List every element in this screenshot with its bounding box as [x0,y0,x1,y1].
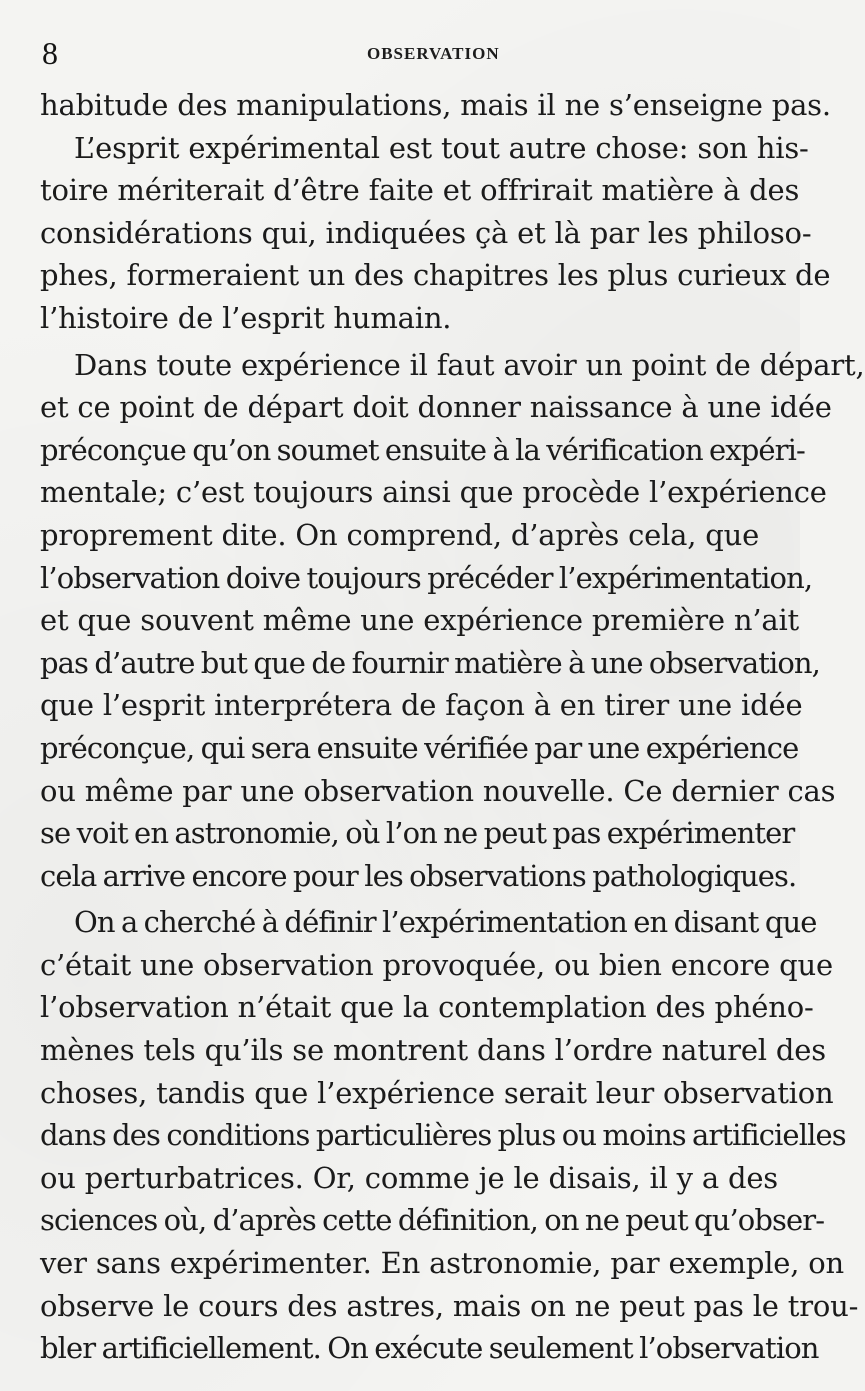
text-line: observe le cours des astres, mais on ne peut pas le trou- [40,1288,859,1323]
page-number: 8 [42,35,58,71]
text-line: sciences où, d’après cette définition, on ne peut qu’obser- [40,1203,825,1238]
text-line: cela arrive encore pour les observations pathologiques. [40,858,797,893]
text-line: que l’esprit interprétera de façon à en tirer une idée [40,688,803,723]
text-line: l’histoire de l’esprit humain. [40,300,452,335]
text-line: préconçue, qui sera ensuite vérifiée par une expérience [40,730,799,765]
text-line: choses, tandis que l’expérience serait leur observation [40,1075,834,1110]
text-line: Dans toute expérience il faut avoir un point de départ, [74,347,865,382]
paragraph [40,344,865,898]
text-line: l’observation doive toujours précéder l’expérimentation, [40,560,813,595]
text-line: préconçue qu’on soumet ensuite à la vérification expéri- [40,432,805,467]
text-line: L’esprit expérimental est tout autre chose: son his- [74,130,809,165]
paragraph [40,901,859,1370]
text-line: proprement dite. On comprend, d’après cela, que [40,517,760,552]
text-line: et que souvent même une expérience première n’ait [40,603,799,638]
page-header [42,36,758,70]
text-line: dans des conditions particulières plus ou moins artificielles [40,1118,846,1153]
text-line: et ce point de départ doit donner naissance à une idée [40,390,832,425]
text-line: ou même par une observation nouvelle. Ce dernier cas [40,773,836,808]
text-line: considérations qui, indiquées çà et là par les philoso- [40,215,812,250]
text-line: c’était une observation provoquée, ou bien encore que [40,947,833,982]
text-line: bler artificiellement. On exécute seulement l’observation [40,1331,819,1366]
text-line: habitude des manipulations, mais il ne s’enseigne pas. [40,88,831,122]
running-head: OBSERVATION [367,44,500,63]
body-text [40,84,865,1370]
text-line: On a cherché à définir l’expérimentation en disant que [74,905,817,940]
text-line: pas d’autre but que de fournir matière à une observation, [40,645,820,680]
text-line: l’observation n’était que la contemplation des phéno- [40,990,814,1025]
text-line: mènes tels qu’ils se montrent dans l’ordre naturel des [40,1033,826,1068]
text-line: phes, formeraient un des chapitres les plus curieux de [40,258,831,293]
text-line: toire mériterait d’être faite et offrirait matière à des [40,173,800,208]
text-line: ou perturbatrices. Or, comme je le disais, il y a des [40,1160,778,1195]
text-line: ver sans expérimenter. En astronomie, par exemple, on [40,1246,845,1281]
paragraph [40,127,831,340]
text-line: se voit en astronomie, où l’on ne peut pas expérimenter [40,816,795,851]
text-line: mentale; c’est toujours ainsi que procède l’expérience [40,475,827,510]
paragraph [40,84,831,127]
